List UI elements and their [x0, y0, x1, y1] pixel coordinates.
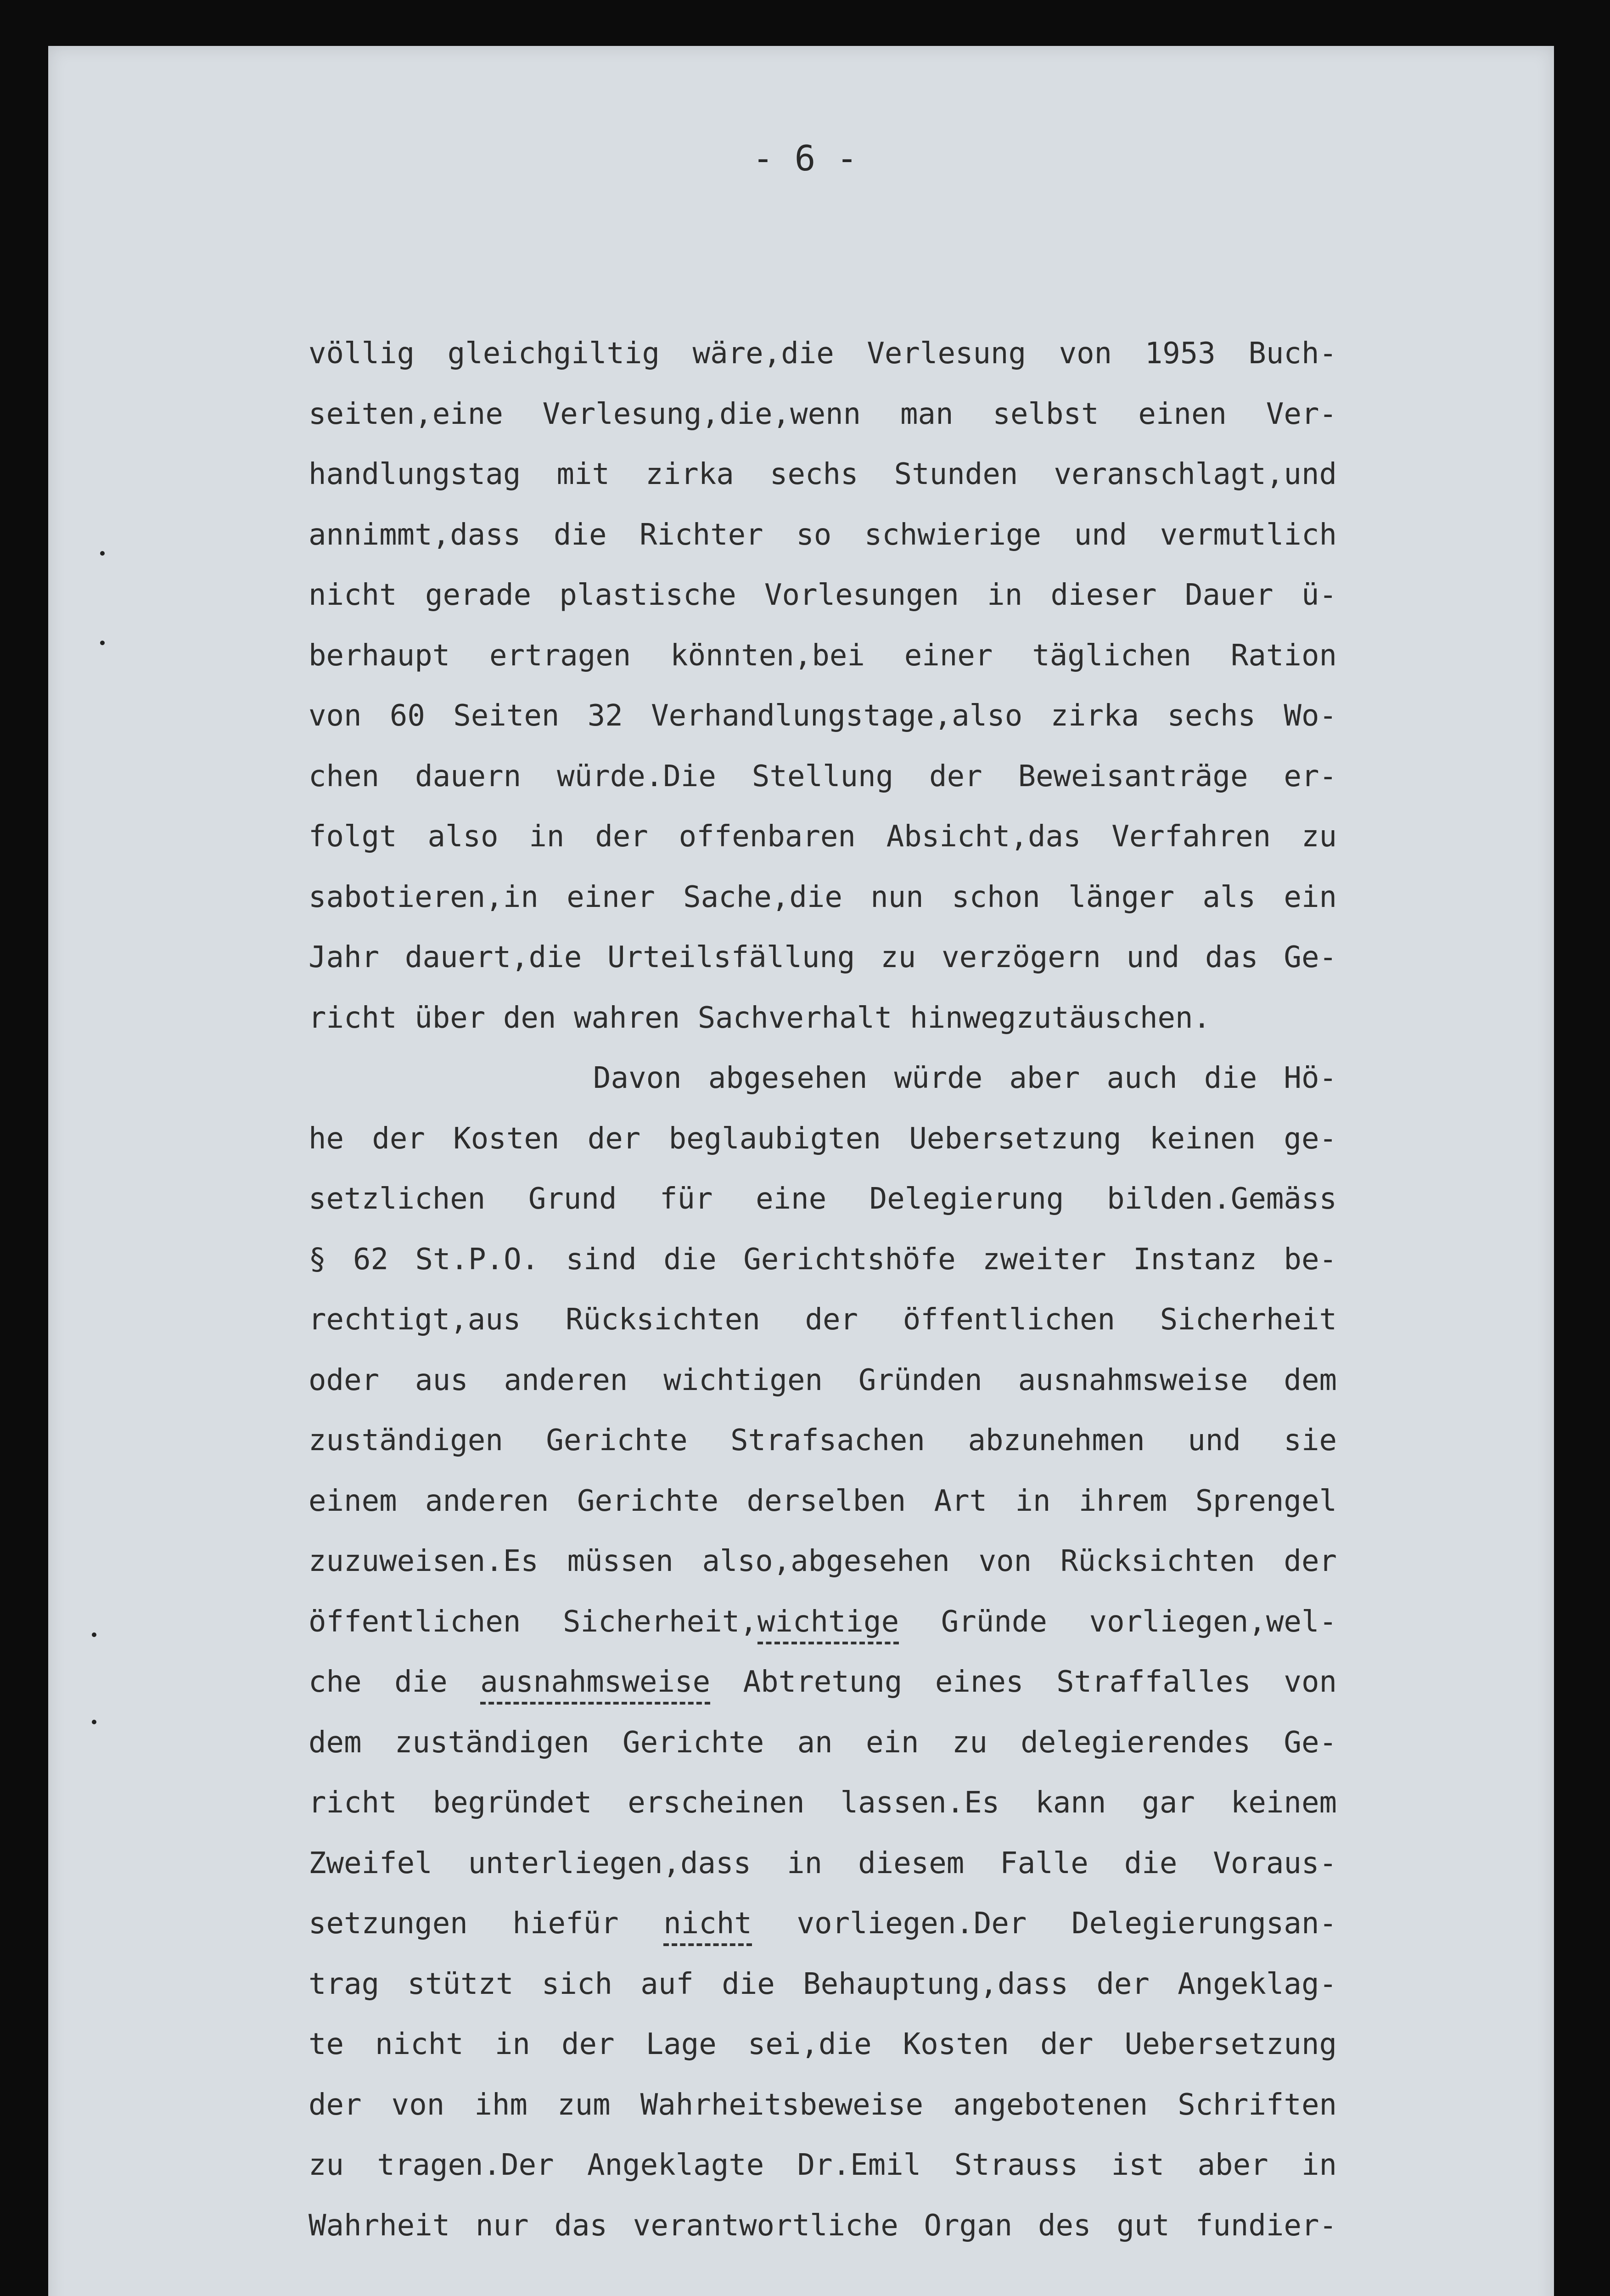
text-line [309, 1652, 1337, 1713]
text-line: oder aus anderen wichtigen Gründen ausnahmsweise dem [309, 1363, 1337, 1397]
text-segment: öffentlichen Sicherheit, [309, 1604, 757, 1639]
text-line: Zweifel unterliegen,dass in diesem Falle die Voraus- [309, 1846, 1337, 1880]
text-line: völlig gleichgiltig wäre,die Verlesung von 1953 Buch- [309, 337, 1337, 371]
text-line: einem anderen Gerichte derselben Art in ihrem Sprengel [309, 1484, 1337, 1518]
text-line: he der Kosten der beglaubigten Uebersetzung keinen ge- [309, 1121, 1337, 1156]
text-segment: Gründe vorliegen,wel- [899, 1604, 1337, 1639]
margin-mark [100, 551, 105, 556]
text-line: § 62 St.P.O. sind die Gerichtshöfe zweiter Instanz be- [309, 1242, 1337, 1277]
text-line: zuständigen Gerichte Strafsachen abzunehmen und sie [309, 1424, 1337, 1458]
underlined-word: wichtige [757, 1605, 899, 1644]
text-line: rechtigt,aus Rücksichten der öffentlichen Sicherheit [309, 1303, 1337, 1337]
body-text [309, 324, 1337, 2256]
text-line: der von ihm zum Wahrheitsbeweise angebotenen Schriften [309, 2088, 1337, 2122]
margin-mark [92, 1632, 96, 1637]
text-line [309, 1894, 1337, 1954]
underlined-word: ausnahmsweise [480, 1665, 710, 1705]
text-line [309, 1592, 1337, 1653]
text-line: Wahrheit nur das verantwortliche Organ des gut fundier- [309, 2208, 1337, 2243]
text-line: nicht gerade plastische Vorlesungen in dieser Dauer ü- [309, 578, 1337, 612]
text-segment: Abtretung eines Straffalles von [710, 1665, 1337, 1699]
text-line: berhaupt ertragen könnten,bei einer täglichen Ration [309, 638, 1337, 673]
text-line: sabotieren,in einer Sache,die nun schon länger als ein [309, 880, 1337, 914]
text-line: te nicht in der Lage sei,die Kosten der Uebersetzung [309, 2027, 1337, 2061]
text-line: chen dauern würde.Die Stellung der Beweisanträge er- [309, 759, 1337, 793]
text-line: annimmt,dass die Richter so schwierige und vermutlich [309, 518, 1337, 552]
text-line: dem zuständigen Gerichte an ein zu delegierendes Ge- [309, 1725, 1337, 1760]
page-number: - 6 - [752, 138, 858, 179]
text-line: Jahr dauert,die Urteilsfällung zu verzögern und das Ge- [309, 940, 1337, 974]
text-segment: vorliegen.Der Delegierungsan- [752, 1907, 1337, 1941]
text-segment: setzungen hiefür [309, 1907, 664, 1941]
text-line: setzlichen Grund für eine Delegierung bilden.Gemäss [309, 1182, 1337, 1216]
text-line: zu tragen.Der Angeklagte Dr.Emil Strauss ist aber in [309, 2148, 1337, 2182]
text-line: folgt also in der offenbaren Absicht,das Verfahren zu [309, 820, 1337, 854]
underlined-word: nicht [663, 1907, 752, 1946]
text-line: trag stützt sich auf die Behauptung,dass der Angeklag- [309, 1967, 1337, 2001]
text-line: Davon abgesehen würde aber auch die Hö- [593, 1061, 1337, 1095]
text-segment: che die [309, 1665, 481, 1699]
margin-mark [92, 1720, 96, 1724]
text-line: richt über den wahren Sachverhalt hinwegzutäuschen. [309, 1001, 1211, 1035]
margin-mark [100, 641, 105, 645]
text-line: zuzuweisen.Es müssen also,abgesehen von Rücksichten der [309, 1544, 1337, 1578]
text-line: von 60 Seiten 32 Verhandlungstage,also zirka sechs Wo- [309, 699, 1337, 733]
text-line: seiten,eine Verlesung,die,wenn man selbst einen Ver- [309, 397, 1337, 431]
text-line: handlungstag mit zirka sechs Stunden veranschlagt,und [309, 457, 1337, 491]
text-line: richt begründet erscheinen lassen.Es kann gar keinem [309, 1786, 1337, 1820]
